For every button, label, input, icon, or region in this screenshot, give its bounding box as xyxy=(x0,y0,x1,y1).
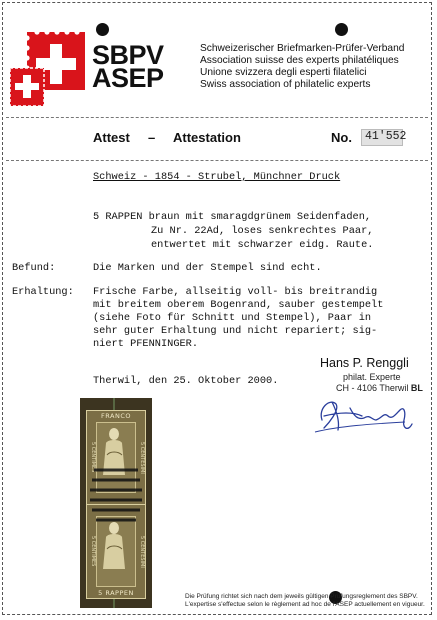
description-line-1: 5 RAPPEN braun mit smaragdgrünem Seidenfaden, xyxy=(93,211,372,223)
erhaltung-line-4: sehr guter Erhaltung und nicht repariert; sig- xyxy=(93,325,378,337)
assoc-name-en: Swiss association of philatelic experts xyxy=(200,79,371,90)
erhaltung-line-1: Frische Farbe, allseitig voll- bis breitrandig xyxy=(93,286,378,298)
stamp-lower-side-right: 5 CENTESIMI xyxy=(139,535,145,568)
subject-line: Schweiz - 1854 - Strubel, Münchner Druck xyxy=(93,171,341,183)
erhaltung-label: Erhaltung: xyxy=(12,286,74,298)
attest-divider xyxy=(6,160,428,162)
attest-label-fr: Attestation xyxy=(173,130,241,145)
sbpv-logo-icon xyxy=(7,28,89,108)
stamp-upper-franco: FRANCO xyxy=(101,412,131,420)
attest-label-de: Attest xyxy=(93,130,130,145)
stamp-upper-side-left: 5 CENTIMES xyxy=(90,442,96,473)
description-line-3: entwertet mit schwarzer eidg. Raute. xyxy=(151,239,374,251)
stamp-upper-side-right: 5 CENTESIMI xyxy=(139,441,145,474)
handwritten-signature-icon xyxy=(310,390,420,440)
assoc-name-de: Schweizerischer Briefmarken-Prüfer-Verband xyxy=(200,43,405,54)
expert-name: Hans P. Renggli xyxy=(320,356,409,370)
befund-label: Befund: xyxy=(12,262,56,274)
footer-line-de: Die Prüfung richtet sich nach dem jeweils gültigen Prüfungsreglement des SBPV. xyxy=(185,593,418,600)
header-divider xyxy=(6,117,428,119)
certificate-number: 41'552 xyxy=(365,130,407,143)
stamp-lower-value: 5 RAPPEN xyxy=(98,589,134,597)
erhaltung-line-2: mit breitem oberem Bogenrand, sauber gestempelt xyxy=(93,299,384,311)
befund-text: Die Marken und der Stempel sind echt. xyxy=(93,262,322,274)
brand-asep: ASEP xyxy=(92,63,164,93)
footer-line-fr: L'expertise s'effectue selon le règlement ad hoc de l'ASEP actuellement en vigueur. xyxy=(185,601,425,608)
brand-sbpv: SBPV xyxy=(92,40,164,70)
erhaltung-line-5: niert PFENNINGER. xyxy=(93,338,199,350)
assoc-name-it: Unione svizzera degli esperti filatelici xyxy=(200,67,367,78)
expert-title: philat. Experte xyxy=(343,372,401,382)
place-date: Therwil, den 25. Oktober 2000. xyxy=(93,375,279,387)
erhaltung-line-3: (siehe Foto für Schnitt und Stempel), Paar in xyxy=(93,312,372,324)
punch-hole-top-right xyxy=(335,23,348,36)
description-line-2: Zu Nr. 22Ad, loses senkrechtes Paar, xyxy=(151,225,374,237)
punch-hole-top-left xyxy=(96,23,109,36)
expert-address-city: CH - 4106 Therwil xyxy=(336,383,409,393)
stamp-pair-photo xyxy=(80,398,152,608)
expert-address-canton: BL xyxy=(410,383,423,393)
assoc-name-fr: Association suisse des experts philatéliques xyxy=(200,55,399,66)
attest-dash: – xyxy=(148,130,156,145)
cancellation-mark-icon xyxy=(88,458,144,528)
certificate-no-label: No. xyxy=(331,130,352,145)
stamp-lower-side-left: 5 CENTIMES xyxy=(90,536,96,567)
